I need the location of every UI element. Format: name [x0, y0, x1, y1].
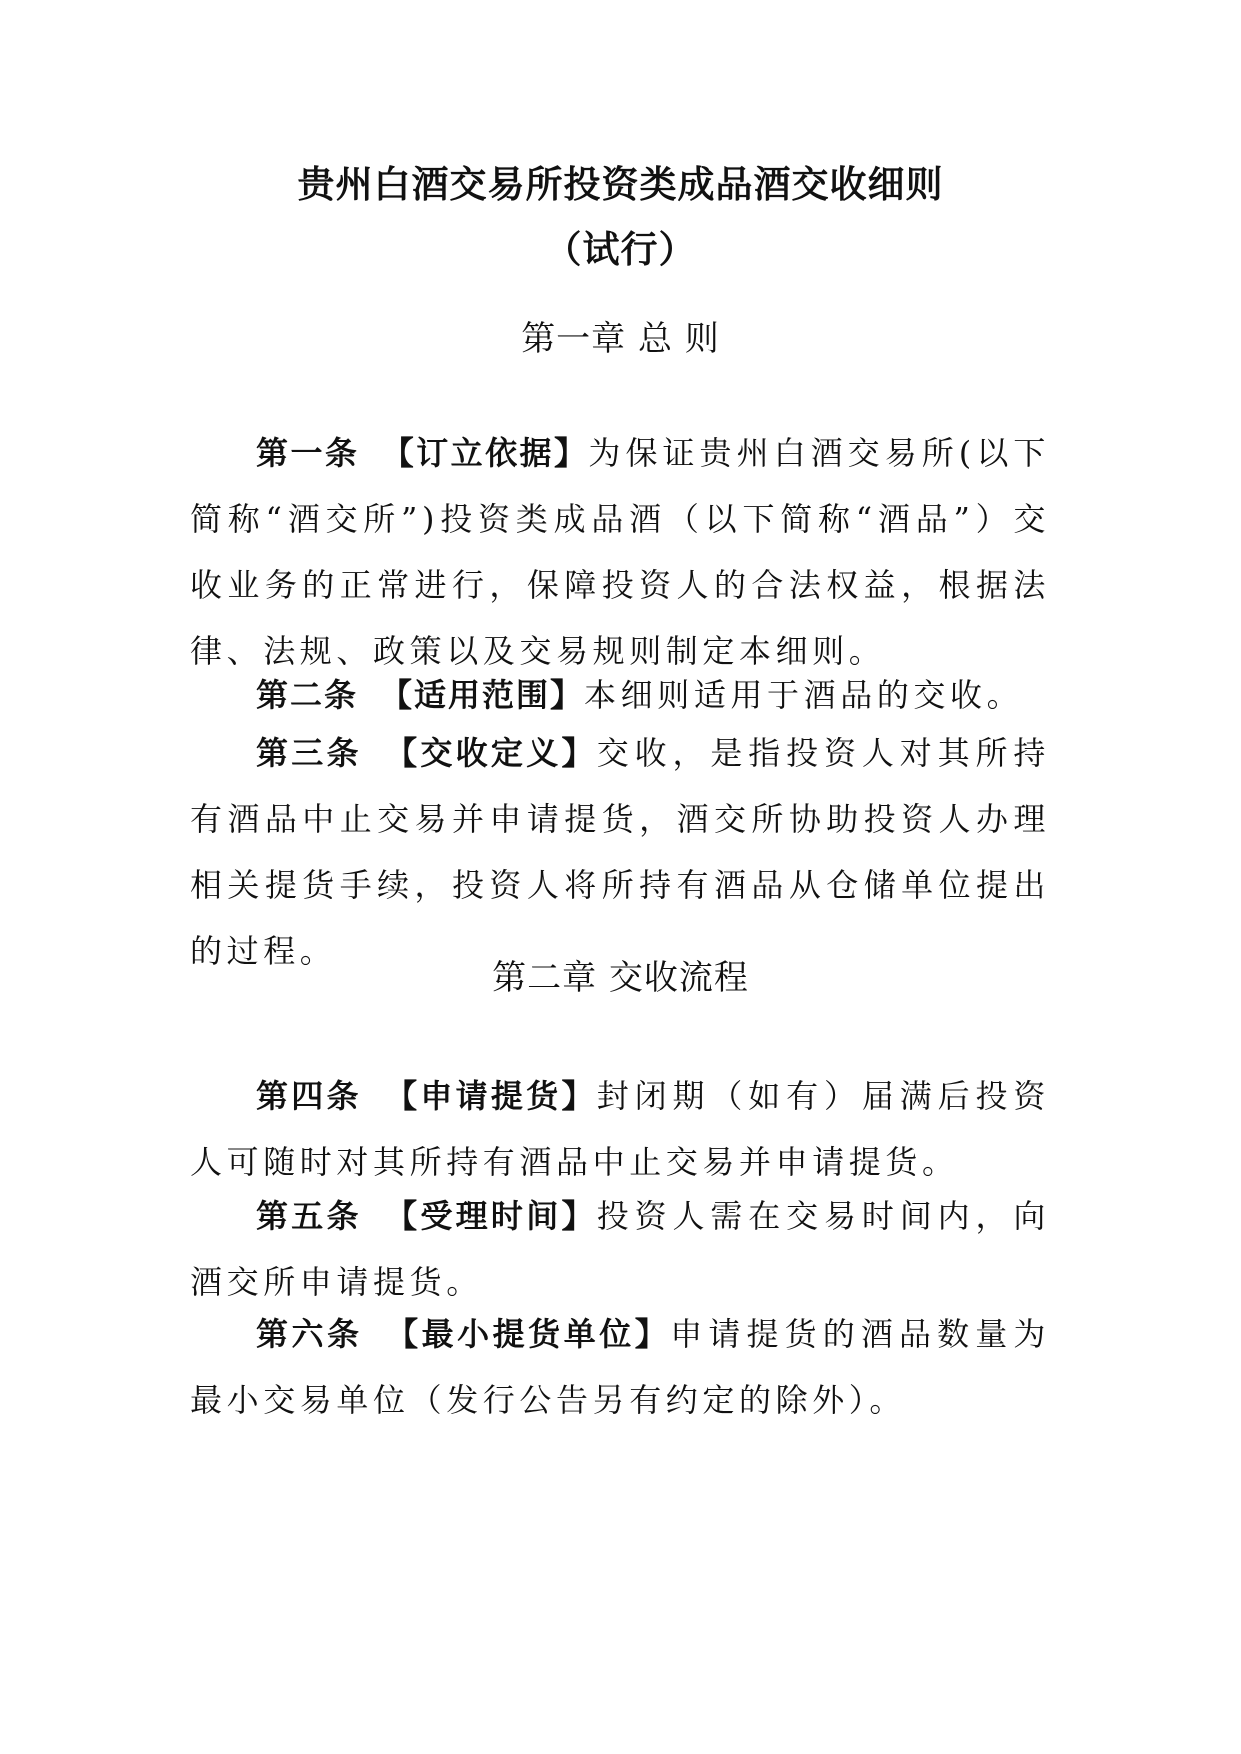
article-2 — [190, 662, 1050, 728]
article-text: 申请提货的酒品数量为最小交易单位（发行公告另有约定的除外）。 — [190, 1315, 1050, 1419]
article-tag: 【适用范围】 — [380, 676, 585, 714]
article-number: 第六条 — [256, 1315, 363, 1353]
article-tag: 【最小提货单位】 — [384, 1315, 671, 1353]
article-text: 封闭期（如有）届满后投资人可随时对其所持有酒品中止交易并申请提货。 — [190, 1077, 1050, 1181]
article-tag: 【申请提货】 — [383, 1077, 597, 1115]
article-text: 投资人需在交易时间内，向酒交所申请提货。 — [190, 1197, 1050, 1301]
article-3 — [190, 720, 1050, 984]
article-text: 本细则适用于酒品的交收。 — [584, 676, 1024, 714]
article-text: 为保证贵州白酒交易所(以下简称“酒交所”)投资类成品酒（以下简称“酒品”）交收业务的正常进行，保障投资人的合法权益，根据法律、法规、政策以及交易规则制定本细则。 — [190, 434, 1050, 670]
article-4 — [190, 1063, 1050, 1195]
article-number: 第二条 — [256, 676, 359, 714]
document-title: 贵州白酒交易所投资类成品酒交收细则 — [297, 163, 944, 206]
chapter-heading-1: 第一章 总 则 — [521, 319, 720, 359]
chapter-heading-2: 第二章 交收流程 — [492, 958, 749, 998]
article-number: 第五条 — [256, 1197, 362, 1235]
article-tag: 【受理时间】 — [383, 1197, 597, 1235]
document-subtitle: （试行） — [544, 228, 697, 271]
article-number: 第四条 — [256, 1077, 362, 1115]
article-text: 交收，是指投资人对其所持有酒品中止交易并申请提货，酒交所协助投资人办理相关提货手续，投资人将所持有酒品从仓储单位提出的过程。 — [190, 734, 1050, 970]
article-tag: 【交收定义】 — [383, 734, 597, 772]
article-6 — [190, 1301, 1050, 1433]
article-5 — [190, 1183, 1050, 1315]
article-number: 第三条 — [256, 734, 362, 772]
article-tag: 【订立依据】 — [381, 434, 589, 472]
article-1 — [190, 420, 1050, 684]
article-number: 第一条 — [256, 434, 360, 472]
